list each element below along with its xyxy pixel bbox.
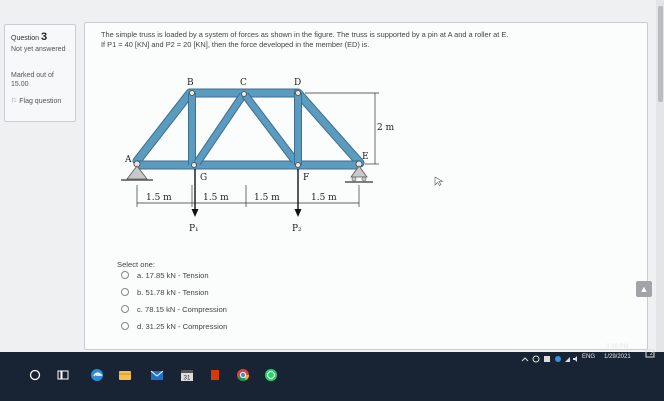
label-F: F xyxy=(303,173,310,183)
scrollbar-thumb[interactable] xyxy=(658,6,663,102)
flag-question-link[interactable] xyxy=(11,97,71,106)
truss-figure xyxy=(115,73,415,263)
radio-icon[interactable] xyxy=(121,288,129,296)
question-info-panel xyxy=(4,24,76,122)
windows-taskbar xyxy=(0,344,664,401)
notification-center-button[interactable] xyxy=(645,346,655,358)
answer-label-a: a. 17.85 kN - Tension xyxy=(137,270,209,280)
radio-icon[interactable] xyxy=(121,305,129,313)
flag-question-label: Flag question xyxy=(19,98,62,105)
clock-time[interactable]: 3:38 PM xyxy=(606,344,629,350)
onedrive-icon xyxy=(555,356,561,362)
scroll-top-button[interactable]: ▲ xyxy=(636,281,652,297)
label-G: G xyxy=(200,173,208,183)
calendar-day: 31 xyxy=(183,375,191,382)
label-C: C xyxy=(240,78,247,88)
answer-label-d: d. 31.25 kN - Compression xyxy=(137,321,228,331)
task-view-icon[interactable] xyxy=(56,368,70,382)
mail-icon[interactable] xyxy=(150,368,164,382)
notification-count: 2 xyxy=(650,351,653,357)
load-label-p2: P₂ xyxy=(292,224,302,234)
label-E: E xyxy=(362,152,369,162)
select-one-label: Select one: xyxy=(117,260,155,269)
wifi-icon xyxy=(565,357,570,362)
pin-F xyxy=(296,163,301,168)
mouse-cursor-icon xyxy=(434,176,444,186)
radio-icon[interactable] xyxy=(121,271,129,279)
calendar-icon[interactable] xyxy=(180,368,194,382)
load-label-p1: P₁ xyxy=(189,224,199,234)
height-label: 2 m xyxy=(377,123,395,133)
page-scrollbar[interactable] xyxy=(656,0,664,352)
pin-B xyxy=(190,91,195,96)
label-B: B xyxy=(187,78,194,88)
file-explorer-icon[interactable] xyxy=(118,368,132,382)
question-marks: Marked out of 15.00 xyxy=(11,72,54,88)
dim-label-4: 1.5 m xyxy=(311,193,337,203)
question-formulation xyxy=(84,22,648,350)
question-status: Not yet answered xyxy=(11,46,66,53)
dim-label-2: 1.5 m xyxy=(203,193,229,203)
answer-label-b: b. 51.78 kN - Tension xyxy=(137,287,209,297)
answer-option-d[interactable] xyxy=(121,319,227,333)
antivirus-icon xyxy=(533,356,539,362)
pin-G xyxy=(192,163,197,168)
flag-icon: ⚐ xyxy=(11,98,18,105)
question-text-line-1: The simple truss is loaded by a system of forces as shown in the figure. The truss is supported by a pin at A and a roller at E. xyxy=(101,30,509,39)
battery-icon xyxy=(544,356,550,362)
pin-C xyxy=(242,92,247,97)
system-tray-icons[interactable] xyxy=(520,354,580,364)
truss-members xyxy=(137,93,360,165)
show-hidden-icons-icon xyxy=(522,358,528,361)
question-text xyxy=(101,30,641,50)
edge-icon[interactable] xyxy=(90,368,104,382)
dim-label-1: 1.5 m xyxy=(146,193,172,203)
radio-icon[interactable] xyxy=(121,322,129,330)
start-icon[interactable] xyxy=(28,368,42,382)
answer-option-a[interactable] xyxy=(121,268,209,282)
answer-option-b[interactable] xyxy=(121,285,209,299)
language-indicator[interactable]: ENG xyxy=(582,354,596,360)
clock-date[interactable]: 1/29/2021 xyxy=(604,354,631,360)
label-D: D xyxy=(294,78,302,88)
question-label: Question xyxy=(11,35,40,42)
office-icon[interactable] xyxy=(208,368,222,382)
label-A: A xyxy=(125,155,132,165)
volume-icon xyxy=(573,356,577,362)
chrome-icon[interactable] xyxy=(236,368,250,382)
answer-option-c[interactable] xyxy=(121,302,227,316)
pin-D xyxy=(296,91,301,96)
question-number-value: 3 xyxy=(40,31,48,43)
question-text-line-2: If P1 = 40 [KN] and P2 = 20 [KN], then the force developed in the member (ED) is. xyxy=(101,40,370,49)
answer-label-c: c. 78.15 kN - Compression xyxy=(137,304,227,314)
whatsapp-icon[interactable] xyxy=(264,368,278,382)
dim-label-3: 1.5 m xyxy=(254,193,280,203)
question-number xyxy=(11,31,47,43)
